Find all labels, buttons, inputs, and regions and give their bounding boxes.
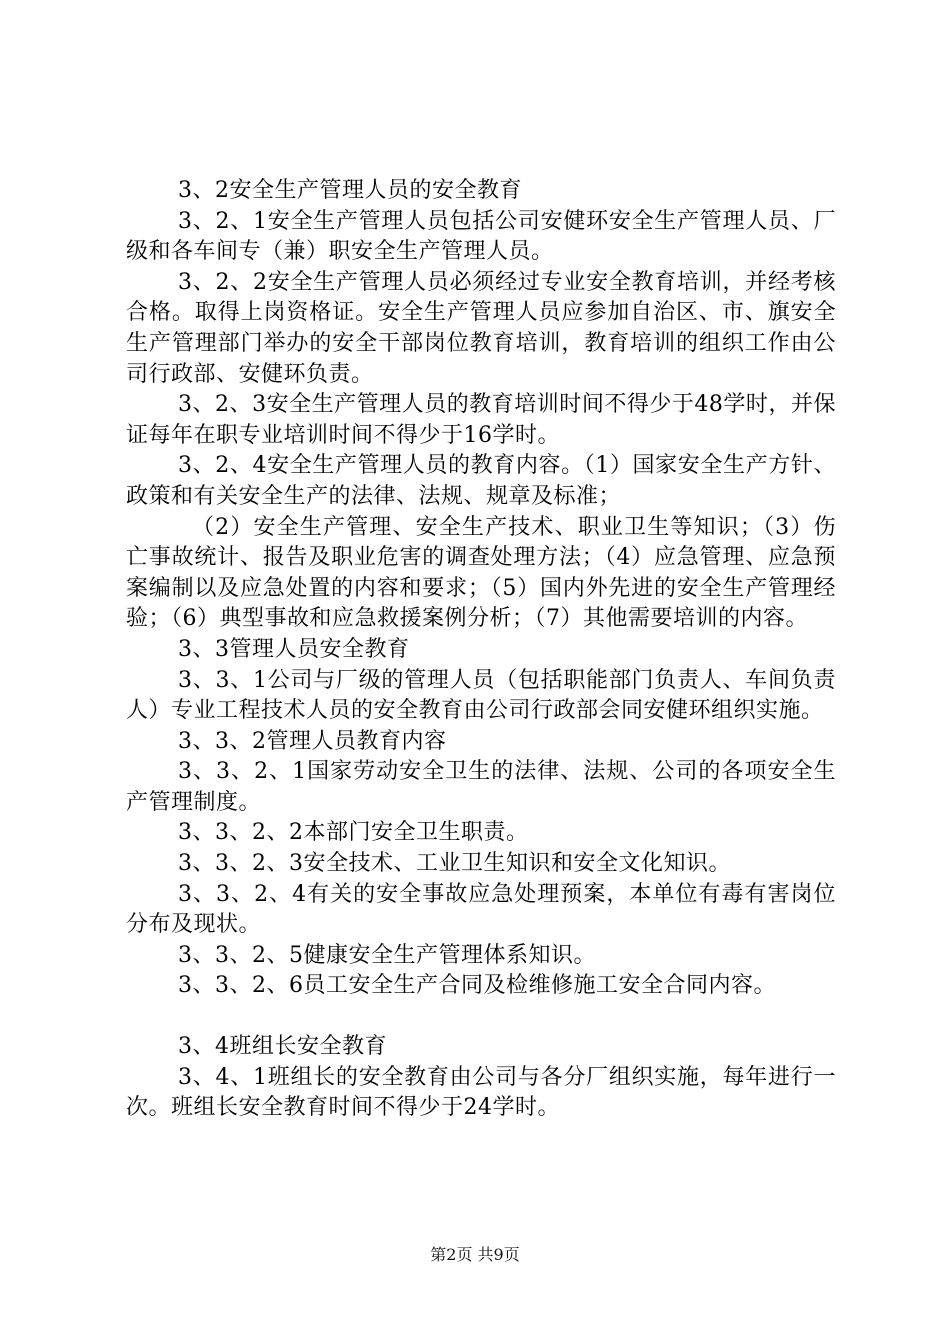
paragraph-3-3-2-3: 3、3、2、3安全技术、工业卫生知识和安全文化知识。 [178,851,731,877]
page-number-footer: 第2页 共9页 [430,1245,520,1264]
paragraph-3-3-2-1: 3、3、2、1国家劳动安全卫生的法律、法规、公司的各项安全生产管理制度。 [126,759,836,815]
paragraph-3-3-2-2: 3、3、2、2本部门安全卫生职责。 [178,820,529,846]
paragraph-spacer [126,1002,836,1032]
paragraph-3-2-2: 3、2、2安全生产管理人员必须经过专业安全教育培训，并经考核合格。取得上岗资格证。安全生产管理人员应参加自治区、市、旗安全生产管理部门举办的安全干部岗位教育培训，教育培训的组织工作由公司行政部、安健环负责。 [126,269,836,387]
paragraph-3-3-2-5: 3、3、2、5健康安全生产管理体系知识。 [178,942,596,968]
paragraph-3-4-1: 3、4、1班组长的安全教育由公司与各分厂组织实施，每年进行一次。班组长安全教育时间不得少于24学时。 [126,1064,836,1121]
paragraph-3-2-4-items: （2）安全生产管理、安全生产技术、职业卫生等知识；（3）伤亡事故统计、报告及职业危害的调查处理方法；（4）应急管理、应急预案编制以及应急处置的内容和要求；（5）国内外先进的安全生产管理经验；（6）典型事故和应急救援案例分析；（7）其他需要培训的内容。 [126,514,836,632]
paragraph-3-2-3: 3、2、3安全生产管理人员的教育培训时间不得少于48学时，并保证每年在职专业培训时间不得少于16学时。 [126,392,836,448]
paragraph-3-3-2: 3、3、2管理人员教育内容 [178,728,447,754]
paragraph-3-2-1: 3、2、1安全生产管理人员包括公司安健环安全生产管理人员、厂级和各车间专（兼）职安全生产管理人员。 [126,208,836,265]
section-heading-3-2: 3、2安全生产管理人员的安全教育 [178,178,522,203]
section-heading-3-4: 3、4班组长安全教育 [178,1034,387,1060]
paragraph-3-3-2-4: 3、3、2、4有关的安全事故应急处理预案，本单位有毒有害岗位分布及现状。 [126,881,836,938]
paragraph-3-3-1: 3、3、1公司与厂级的管理人员（包括职能部门负责人、车间负责人）专业工程技术人员的安全教育由公司行政部会同安健环组织实施。 [126,667,836,724]
section-heading-3-3: 3、3管理人员安全教育 [178,636,410,662]
document-body [126,176,836,1124]
paragraph-3-3-2-6: 3、3、2、6员工安全生产合同及检维修施工安全合同内容。 [178,973,776,999]
paragraph-3-2-4: 3、2、4安全生产管理人员的教育内容。（1）国家安全生产方针、政策和有关安全生产的法律、法规、规章及标准； [126,453,836,509]
